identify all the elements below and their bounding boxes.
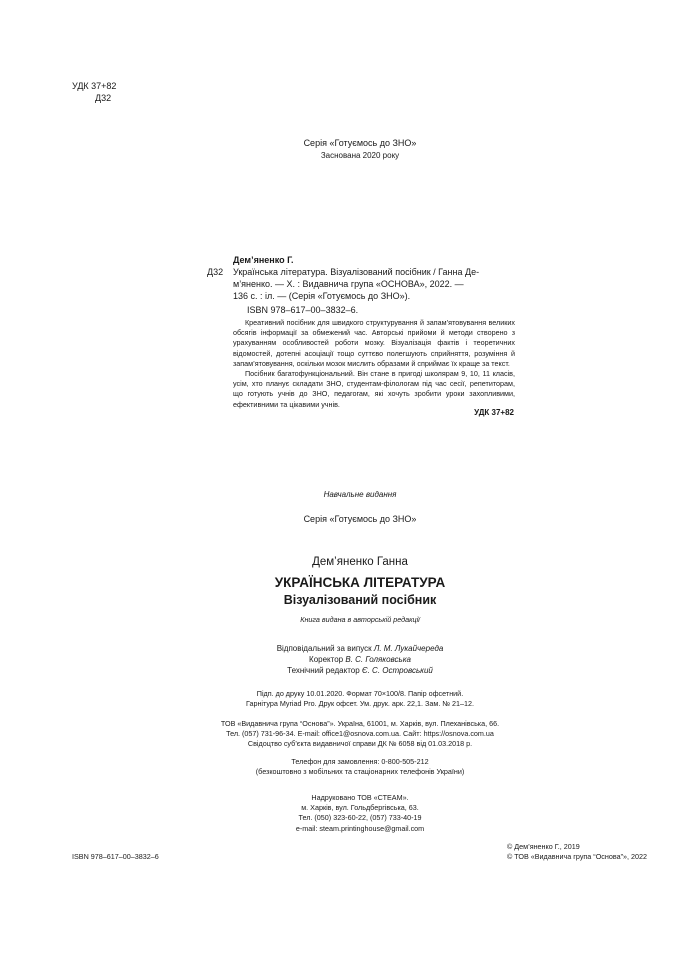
printer-line: Надруковано ТОВ «СТЕАМ». [311, 793, 409, 802]
print-details [190, 689, 530, 709]
print-line: Гарнітура Myriad Pro. Друк офсет. Ум. друк. арк. 22,1. Зам. № 21–12. [245, 699, 475, 709]
staff-line [190, 643, 530, 654]
publisher-info [170, 719, 550, 750]
catalog-entry-line: м’яненко. — Х. : Видавнича група «ОСНОВА», 2022. — [233, 279, 464, 289]
publisher-line: Свідоцтво суб’єкта видавничої справи ДК № 6058 від 01.03.2018 р. [247, 739, 473, 749]
series-title: Серія «Готуємось до ЗНО» [303, 138, 417, 148]
catalog-entry [233, 266, 516, 302]
catalog-isbn: ISBN 978–617–00–3832–6. [247, 305, 359, 315]
annotation-paragraph: Посібник багатофункціональний. Він стане в пригоді школярам 9, 10, 11 класів, усім, хто планує складати ЗНО, студентам-філологам під час сесії, репетиторам, що готують учнів до ЗНО, педагогам, які хочуть зробити уроки захопливими, ефективними та цікавими учнів. [233, 369, 515, 409]
footer-isbn: ISBN 978–617–00–3832–6 [72, 852, 159, 861]
printer-info [210, 793, 510, 834]
book-subtitle: Візуалізований посібник [283, 593, 437, 607]
copyright-author: © Дем’яненко Г., 2019 [507, 842, 580, 851]
staff-role: Відповідальний за випуск [276, 644, 372, 653]
order-line: Телефон для замовлення: 0-800-505-212 [291, 757, 429, 766]
library-code: Д32 [95, 93, 112, 103]
edition-type: Навчальне видання [323, 490, 397, 499]
copyright-publisher: © ТОВ «Видавнича група “Основа”», 2022 [507, 852, 647, 861]
order-info [170, 757, 550, 777]
staff-role: Технічний редактор [287, 666, 360, 675]
edition-series: Серія «Готуємось до ЗНО» [303, 514, 417, 524]
staff-person: Є. С. Островський [361, 666, 433, 675]
publisher-line: Тел. (057) 731-96-34. E-mail: office1@osnova.com.ua. Сайт: https://osnova.com.ua [226, 729, 494, 739]
printer-line: e-mail: steam.printinghouse@gmail.com [295, 823, 425, 833]
catalog-code: Д32 [207, 267, 224, 277]
catalog-entry-line: Українська література. Візуалізований посібник / Ганна Де- [233, 267, 480, 277]
order-line: (безкоштовно з мобільних та стаціонарних телефонів України) [255, 767, 465, 777]
udk-code: УДК 37+82 [72, 81, 117, 91]
staff-person: Л. М. Лукайчереда [373, 644, 444, 653]
print-line: Підп. до друку 10.01.2020. Формат 70×100/8. Папір офсетний. [256, 689, 464, 698]
staff-line [190, 665, 530, 676]
edition-author: Дем’яненко Ганна [312, 556, 408, 568]
series-founded: Заснована 2020 року [320, 151, 400, 160]
publisher-line: ТОВ «Видавнича група “Основа”». Україна, 61001, м. Харків, вул. Плеханівська, 66. [220, 719, 500, 728]
staff-role: Коректор [309, 655, 344, 664]
annotation-paragraph: Креативний посібник для швидкого структурування й запам’ятовування великих обсягів інформації за обмежений час. Авторські прийоми й методи створено з урахуванням особливостей роботи мозку. Візуалізація фактів і теоретичних відомостей, дотепні асоціації тощо суттєво полегшують сприйняття, розуміння й запам’ятовування, оскільки мозок мислить образами й сприймає їх краще за текст. [233, 318, 515, 368]
catalog-author: Дем’яненко Г. [233, 255, 294, 265]
catalog-udk: УДК 37+82 [474, 408, 514, 417]
catalog-entry-line: 136 с. : іл. — (Серія «Готуємось до ЗНО»). [233, 291, 411, 301]
edition-note: Книга видана в авторській редакції [300, 615, 420, 624]
book-title: УКРАЇНСЬКА ЛІТЕРАТУРА [274, 575, 446, 590]
staff-person: В. С. Голяковська [345, 655, 411, 664]
catalog-annotation [233, 318, 515, 410]
printer-line: Тел. (050) 323-60-22, (057) 733-40-19 [298, 813, 422, 823]
staff-line [190, 654, 530, 665]
printer-line: м. Харків, вул. Гольдбергівська, 63. [301, 803, 419, 813]
staff-list [190, 643, 530, 676]
